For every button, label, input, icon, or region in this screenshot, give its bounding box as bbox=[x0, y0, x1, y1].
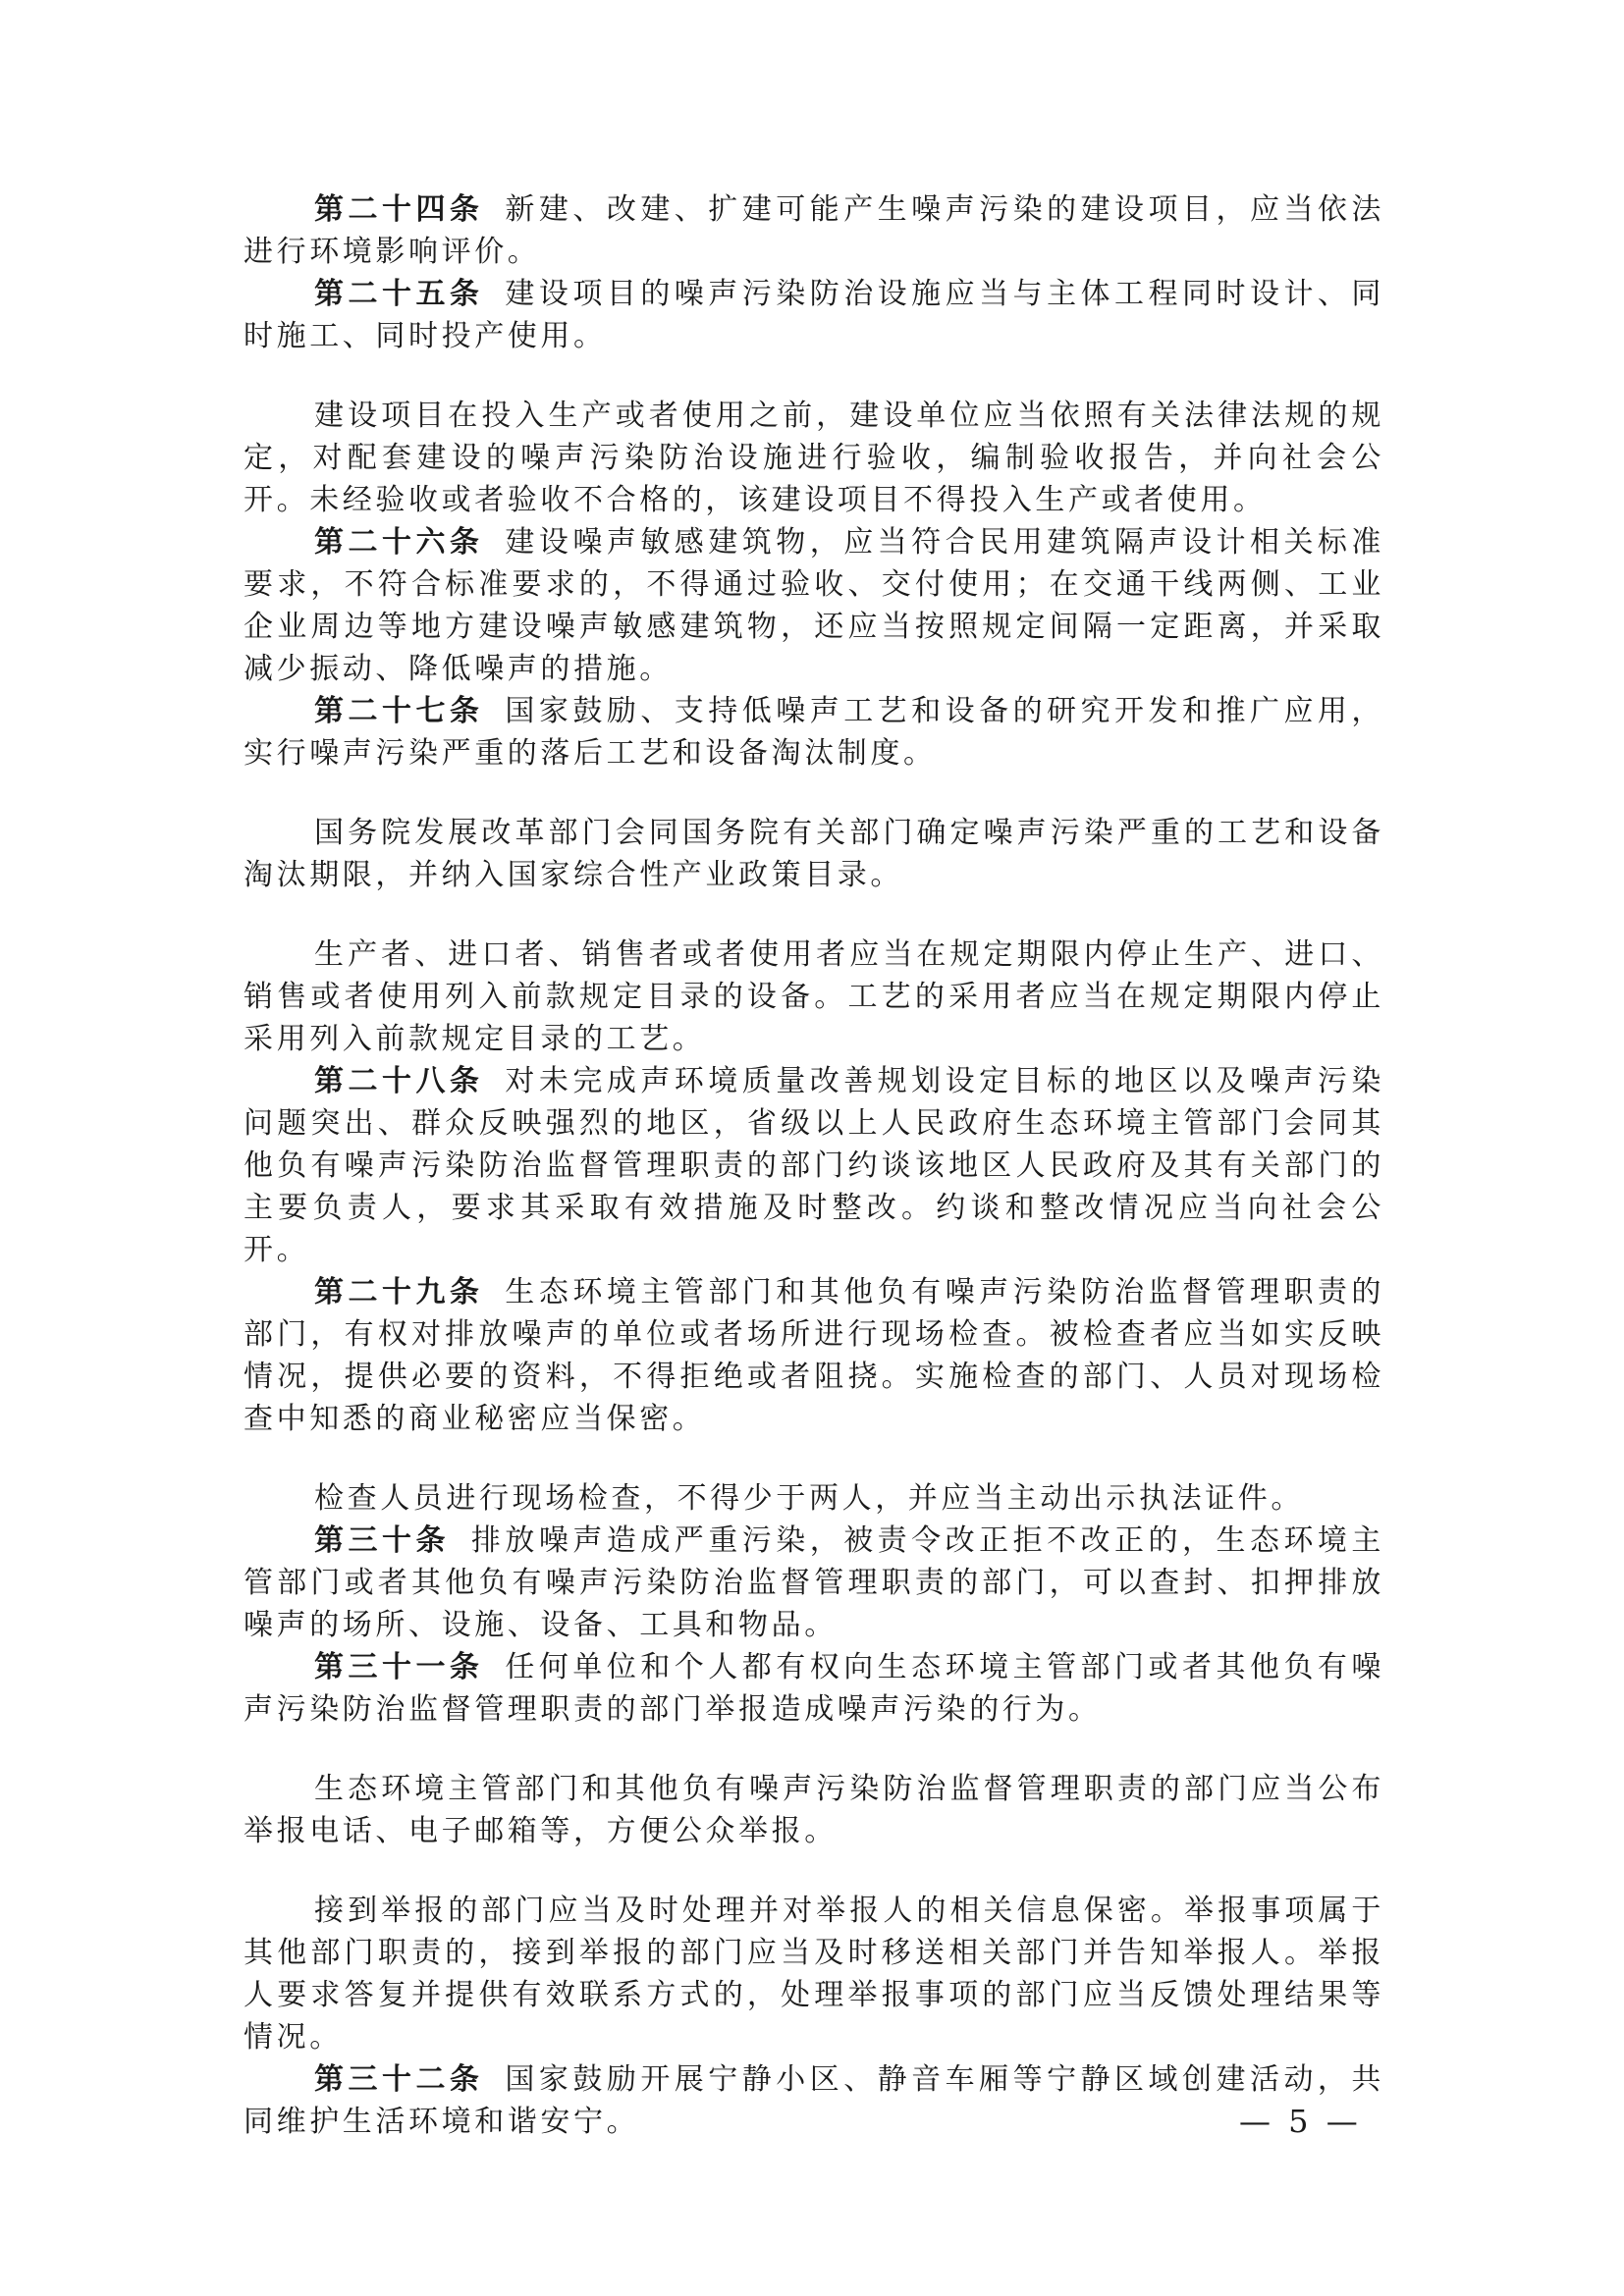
paragraph-article-27 bbox=[244, 690, 1384, 774]
article-text: 对未完成声环境质量改善规划设定目标的地区以及噪声污染问题突出、群众反映强烈的地区，省级以上人民政府生态环境主管部门会同其他负有噪声污染防治监督管理职责的部门约谈该地区人民政府及其有关部门的主要负责人，要求其采取有效措施及时整改。约谈和整改情况应当向社会公开。 bbox=[244, 1064, 1384, 1267]
document-body bbox=[244, 188, 1384, 2143]
article-number: 第二十五条 bbox=[314, 277, 484, 311]
article-number: 第二十七条 bbox=[314, 694, 484, 728]
paragraph-article-25-clause-2 bbox=[244, 395, 1384, 521]
paragraph-article-24 bbox=[244, 188, 1384, 273]
paragraph-article-31 bbox=[244, 1646, 1384, 1731]
article-text: 国家鼓励开展宁静小区、静音车厢等宁静区域创建活动，共同维护生活环境和谐安宁。 bbox=[244, 2062, 1384, 2139]
article-number: 第三十条 bbox=[314, 1523, 450, 1558]
article-number: 第二十九条 bbox=[314, 1275, 484, 1309]
paragraph-article-31-clause-3 bbox=[244, 1890, 1384, 2058]
article-text: 生态环境主管部门和其他负有噪声污染防治监督管理职责的部门，有权对排放噪声的单位或者场所进行现场检查。被检查者应当如实反映情况，提供必要的资料，不得拒绝或者阻挠。实施检查的部门、人员对现场检查中知悉的商业秘密应当保密。 bbox=[244, 1275, 1384, 1436]
paragraph-text: 生产者、进口者、销售者或者使用者应当在规定期限内停止生产、进口、销售或者使用列入前款规定目录的设备。工艺的采用者应当在规定期限内停止采用列入前款规定目录的工艺。 bbox=[244, 937, 1384, 1056]
article-number: 第二十八条 bbox=[314, 1064, 484, 1098]
paragraph-article-25 bbox=[244, 273, 1384, 357]
paragraph-text: 接到举报的部门应当及时处理并对举报人的相关信息保密。举报事项属于其他部门职责的，接到举报的部门应当及时移送相关部门并告知举报人。举报人要求答复并提供有效联系方式的，处理举报事项的部门应当反馈处理结果等情况。 bbox=[244, 1894, 1384, 2055]
article-number: 第二十六条 bbox=[314, 525, 484, 560]
article-text: 建设项目的噪声污染防治设施应当与主体工程同时设计、同时施工、同时投产使用。 bbox=[244, 277, 1384, 353]
article-number: 第三十一条 bbox=[314, 1650, 484, 1684]
article-number: 第三十二条 bbox=[314, 2062, 484, 2097]
article-text: 建设噪声敏感建筑物，应当符合民用建筑隔声设计相关标准要求，不符合标准要求的，不得通过验收、交付使用；在交通干线两侧、工业企业周边等地方建设噪声敏感建筑物，还应当按照规定间隔一定距离，并采取减少振动、降低噪声的措施。 bbox=[244, 525, 1384, 686]
paragraph-text: 建设项目在投入生产或者使用之前，建设单位应当依照有关法律法规的规定，对配套建设的噪声污染防治设施进行验收，编制验收报告，并向社会公开。未经验收或者验收不合格的，该建设项目不得投入生产或者使用。 bbox=[244, 399, 1384, 517]
paragraph-text: 国务院发展改革部门会同国务院有关部门确定噪声污染严重的工艺和设备淘汰期限，并纳入国家综合性产业政策目录。 bbox=[244, 816, 1384, 892]
article-number: 第二十四条 bbox=[314, 192, 484, 227]
paragraph-article-29-clause-2 bbox=[244, 1477, 1384, 1520]
paragraph-article-31-clause-2 bbox=[244, 1768, 1384, 1852]
article-text: 国家鼓励、支持低噪声工艺和设备的研究开发和推广应用，实行噪声污染严重的落后工艺和设备淘汰制度。 bbox=[244, 694, 1384, 771]
article-text: 任何单位和个人都有权向生态环境主管部门或者其他负有噪声污染防治监督管理职责的部门举报造成噪声污染的行为。 bbox=[244, 1650, 1384, 1727]
paragraph-article-32 bbox=[244, 2058, 1384, 2143]
page-number: — 5 — bbox=[1239, 2103, 1362, 2140]
paragraph-text: 生态环境主管部门和其他负有噪声污染防治监督管理职责的部门应当公布举报电话、电子邮箱等，方便公众举报。 bbox=[244, 1772, 1384, 1848]
paragraph-article-27-clause-2 bbox=[244, 812, 1384, 896]
paragraph-text: 检查人员进行现场检查，不得少于两人，并应当主动出示执法证件。 bbox=[314, 1481, 1304, 1516]
paragraph-article-28 bbox=[244, 1060, 1384, 1271]
paragraph-article-29 bbox=[244, 1271, 1384, 1440]
article-text: 新建、改建、扩建可能产生噪声污染的建设项目，应当依法进行环境影响评价。 bbox=[244, 192, 1384, 269]
paragraph-article-26 bbox=[244, 521, 1384, 690]
paragraph-article-30 bbox=[244, 1520, 1384, 1646]
paragraph-article-27-clause-3 bbox=[244, 934, 1384, 1060]
article-text: 排放噪声造成严重污染，被责令改正拒不改正的，生态环境主管部门或者其他负有噪声污染防治监督管理职责的部门，可以查封、扣押排放噪声的场所、设施、设备、工具和物品。 bbox=[244, 1523, 1384, 1642]
